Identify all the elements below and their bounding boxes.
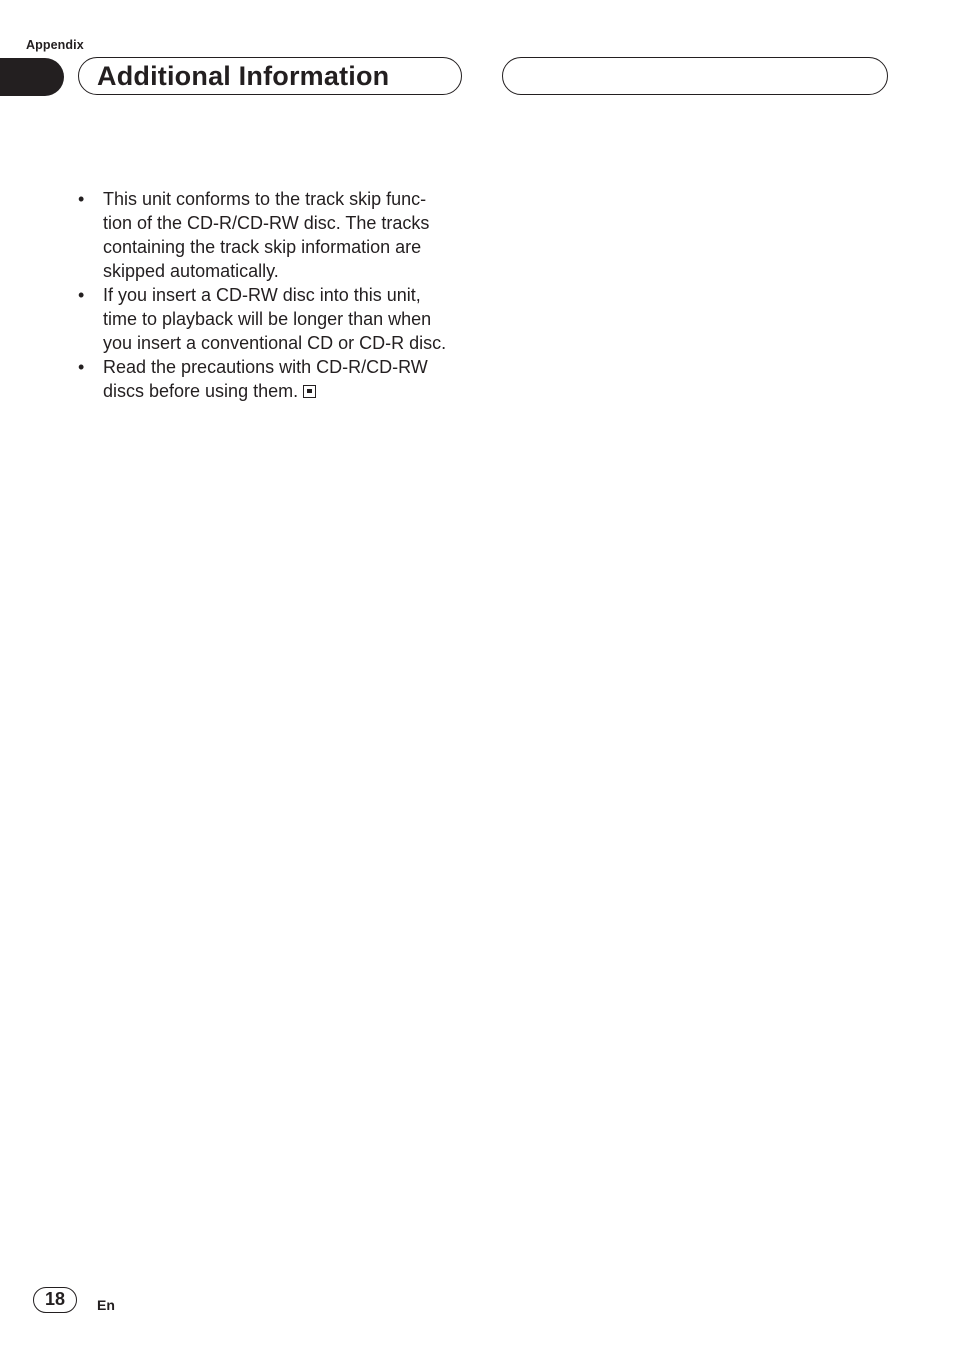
text-line: containing the track skip information are: [103, 237, 422, 257]
text-line: tion of the CD-R/CD-RW disc. The tracks: [103, 213, 430, 233]
list-item: [78, 355, 462, 403]
empty-header-box: [502, 57, 888, 95]
page-title: Additional Information: [97, 61, 390, 91]
page-number: 18: [33, 1287, 77, 1313]
text-line: you insert a conventional CD or CD-R disc.: [103, 333, 447, 353]
bullet-list: [78, 187, 462, 403]
text-line: If you insert a CD-RW disc into this unit,: [103, 285, 421, 305]
end-of-section-icon: [303, 385, 316, 398]
section-tab-marker: [0, 58, 64, 96]
text-line: This unit conforms to the track skip func-: [103, 189, 427, 209]
title-box: [78, 57, 462, 95]
bullet-dot: •: [78, 285, 85, 305]
text-line: skipped automatically.: [103, 261, 279, 281]
text-line: discs before using them.: [103, 381, 299, 401]
text-line: time to playback will be longer than when: [103, 309, 432, 329]
list-item: [78, 283, 462, 355]
language-code: En: [97, 1297, 115, 1313]
bullet-dot: •: [78, 357, 85, 377]
section-label: Appendix: [26, 38, 84, 52]
text-line: Read the precautions with CD-R/CD-RW: [103, 357, 428, 377]
bullet-dot: •: [78, 189, 85, 209]
list-item: [78, 187, 462, 283]
text-line-with-end-mark: [103, 379, 462, 403]
